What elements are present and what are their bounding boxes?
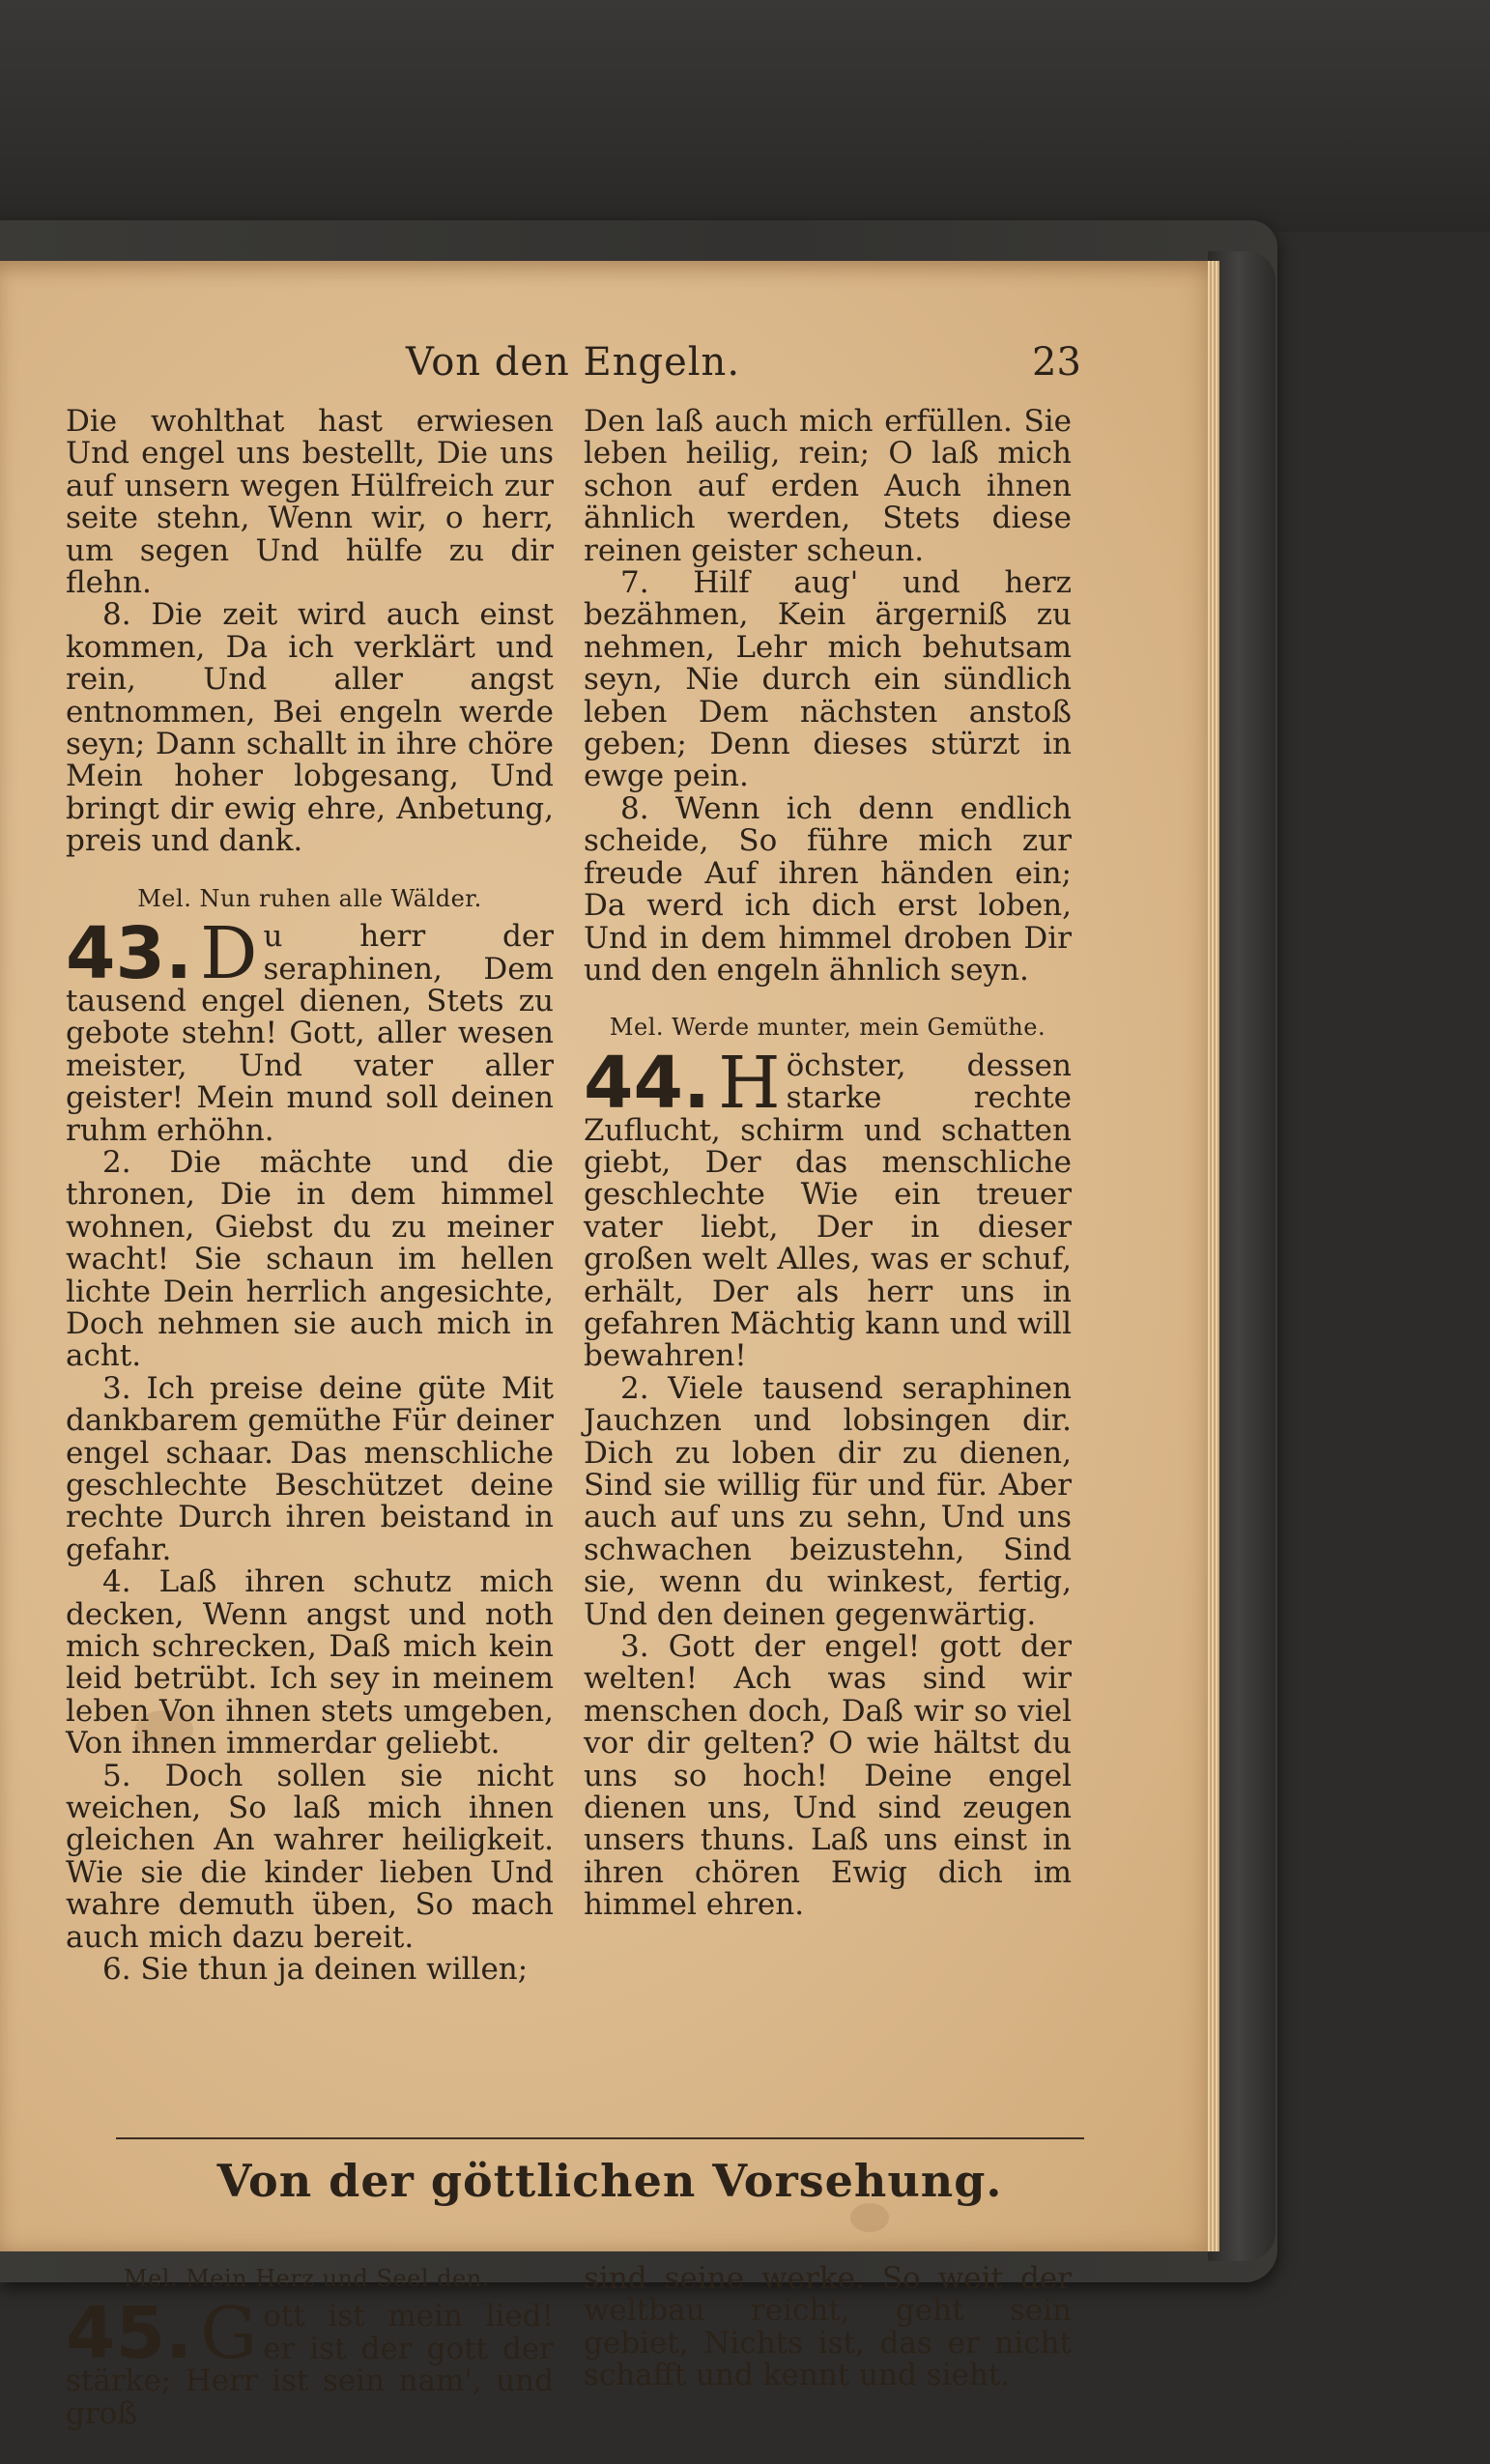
paper-stain xyxy=(850,2203,889,2232)
verse-continuation: Den laß auch mich erfüllen. Sie leben heilig, rein; O laß mich schon auf erden Auch ihnen ähnlich werden, Stets diese reinen geister scheun. xyxy=(584,404,1072,568)
hymn-43-start xyxy=(66,912,554,1148)
running-title: Von den Engeln. xyxy=(406,340,741,385)
hymn-44-start xyxy=(584,1041,1072,1374)
page-number: 23 xyxy=(1032,340,1081,385)
left-column xyxy=(66,406,554,1987)
section-title: Von der göttlichen Vorsehung. xyxy=(216,2155,1003,2207)
hymn-43-verse-3: 3. Ich preise deine güte Mit dankbarem gemüthe Für deiner engel schaar. Das menschliche geschlechte Beschützet deine rechte Durch ihren beistand in gefahr. xyxy=(66,1370,554,1567)
hymn-43-verse-6: 6. Sie thun ja deinen willen; xyxy=(102,1952,529,1988)
verse-continuation: Die wohlthat hast erwiesen Und engel uns bestellt, Die uns auf unsern wegen Hülfreich zur seite stehn, Wenn wir, o herr, um segen Und hülfe zu dir flehn. xyxy=(66,404,554,601)
drop-cap: G xyxy=(200,2292,258,2376)
hymn-44-verse-2: 2. Viele tausend seraphinen Jauchzen und lobsingen dir. Dich zu loben dir zu dienen, Sind sie willig für und für. Aber auch auf uns zu sehn, Und uns schwachen beizustehn, Sind sie, wenn du winkest, fertig, Und den deinen gegenwärtig. xyxy=(584,1370,1072,1632)
drop-cap: H xyxy=(718,1041,781,1125)
hymn-44-verse-3: 3. Gott der engel! gott der welten! Ach was sind wir menschen doch, Daß wir so viel vor dir gelten? O wie hältst du uns so hoch! Deine engel dienen uns, Und sind zeugen unsers thuns. Laß uns einst in ihren chören Ewig dich im himmel ehren. xyxy=(584,1629,1072,1923)
right-column xyxy=(584,406,1072,1922)
hymn-43-verse-4: 4. Laß ihren schutz mich decken, Wenn angst und noth mich schrecken, Daß mich kein leid betrübt. Ich sey in meinem leben Von ihnen stets umgeben, Von ihnen immerdar geliebt. xyxy=(66,1564,554,1762)
melody-line: Mel. Mein Herz und Seel den. xyxy=(124,2265,490,2292)
book-page xyxy=(0,261,1219,2431)
hymn-44-verse-1: öchster, dessen starke rechte Zuflucht, schirm und schatten giebt, Der das menschliche geschlechte Wie ein treuer vater liebt, Der in dieser großen welt Alles, was er schuf, erhält, Der als herr uns in gefahren Mächtig kann und will bewahren! xyxy=(584,1047,1072,1374)
verse-7: 7. Hilf aug' und herz bezähmen, Kein ärgerniß zu nehmen, Lehr mich behutsam seyn, Nie durch ein sündlich leben Dem nächsten anstoß geben; Denn dieses stürzt in ewge pein. xyxy=(584,565,1072,794)
hymn-45-verse-1-end: sind seine werke. So weit der weltbau reicht, geht sein gebiet, Nichts ist, das er nicht schafft und kennt und sieht. xyxy=(584,2261,1072,2393)
bottom-right-column xyxy=(584,2263,1072,2392)
running-head xyxy=(0,340,1219,398)
page-edge xyxy=(1208,261,1219,2251)
hymn-number: 45. xyxy=(66,2292,193,2376)
backdrop xyxy=(0,0,1490,232)
hymn-43-verse-5: 5. Doch sollen sie nicht weichen, So laß mich ihnen gleichen An wahrer heiligkeit. Wie sie die kinder lieben Und wahre demuth üben, So mach auch mich dazu bereit. xyxy=(66,1758,554,1955)
bottom-left-column xyxy=(66,2263,554,2430)
section-divider xyxy=(116,2137,1084,2139)
verse-8: 8. Wenn ich denn endlich scheide, So führe mich zur freude Auf ihren händen ein; Da werd ich dich erst loben, Und in dem himmel droben Dir und den engeln ähnlich seyn. xyxy=(584,790,1072,988)
melody-line: Mel. Werde munter, mein Gemüthe. xyxy=(609,1014,1046,1042)
hymn-43-verse-1: u herr der seraphinen, Dem tausend engel dienen, Stets zu gebote stehn! Gott, aller wesen meister, Und vater aller geister! Mein mund soll deinen ruhm erhöhn. xyxy=(66,919,554,1148)
hymn-number: 44. xyxy=(584,1041,711,1125)
drop-cap: D xyxy=(200,912,258,996)
hymn-number: 43. xyxy=(66,912,193,996)
melody-line: Mel. Nun ruhen alle Wälder. xyxy=(137,884,482,912)
hymn-45-start xyxy=(66,2292,554,2431)
verse-8: 8. Die zeit wird auch einst kommen, Da ich verklärt und rein, Und aller angst entnommen, Bei engeln werde seyn; Dann schallt in ihre chöre Mein hoher lobgesang, Und bringt dir ewig ehre, Anbetung, preis und dank. xyxy=(66,597,554,859)
hymn-45-verse-1-start: ott ist mein lied! er ist der gott der stärke; Herr ist sein nam', und groß xyxy=(66,2299,554,2431)
hymn-43-verse-2: 2. Die mächte und die thronen, Die in dem himmel wohnen, Giebst du zu meiner wacht! Sie schaun im hellen lichte Dein herrlich angesichte, Doch nehmen sie auch mich in acht. xyxy=(66,1144,554,1374)
